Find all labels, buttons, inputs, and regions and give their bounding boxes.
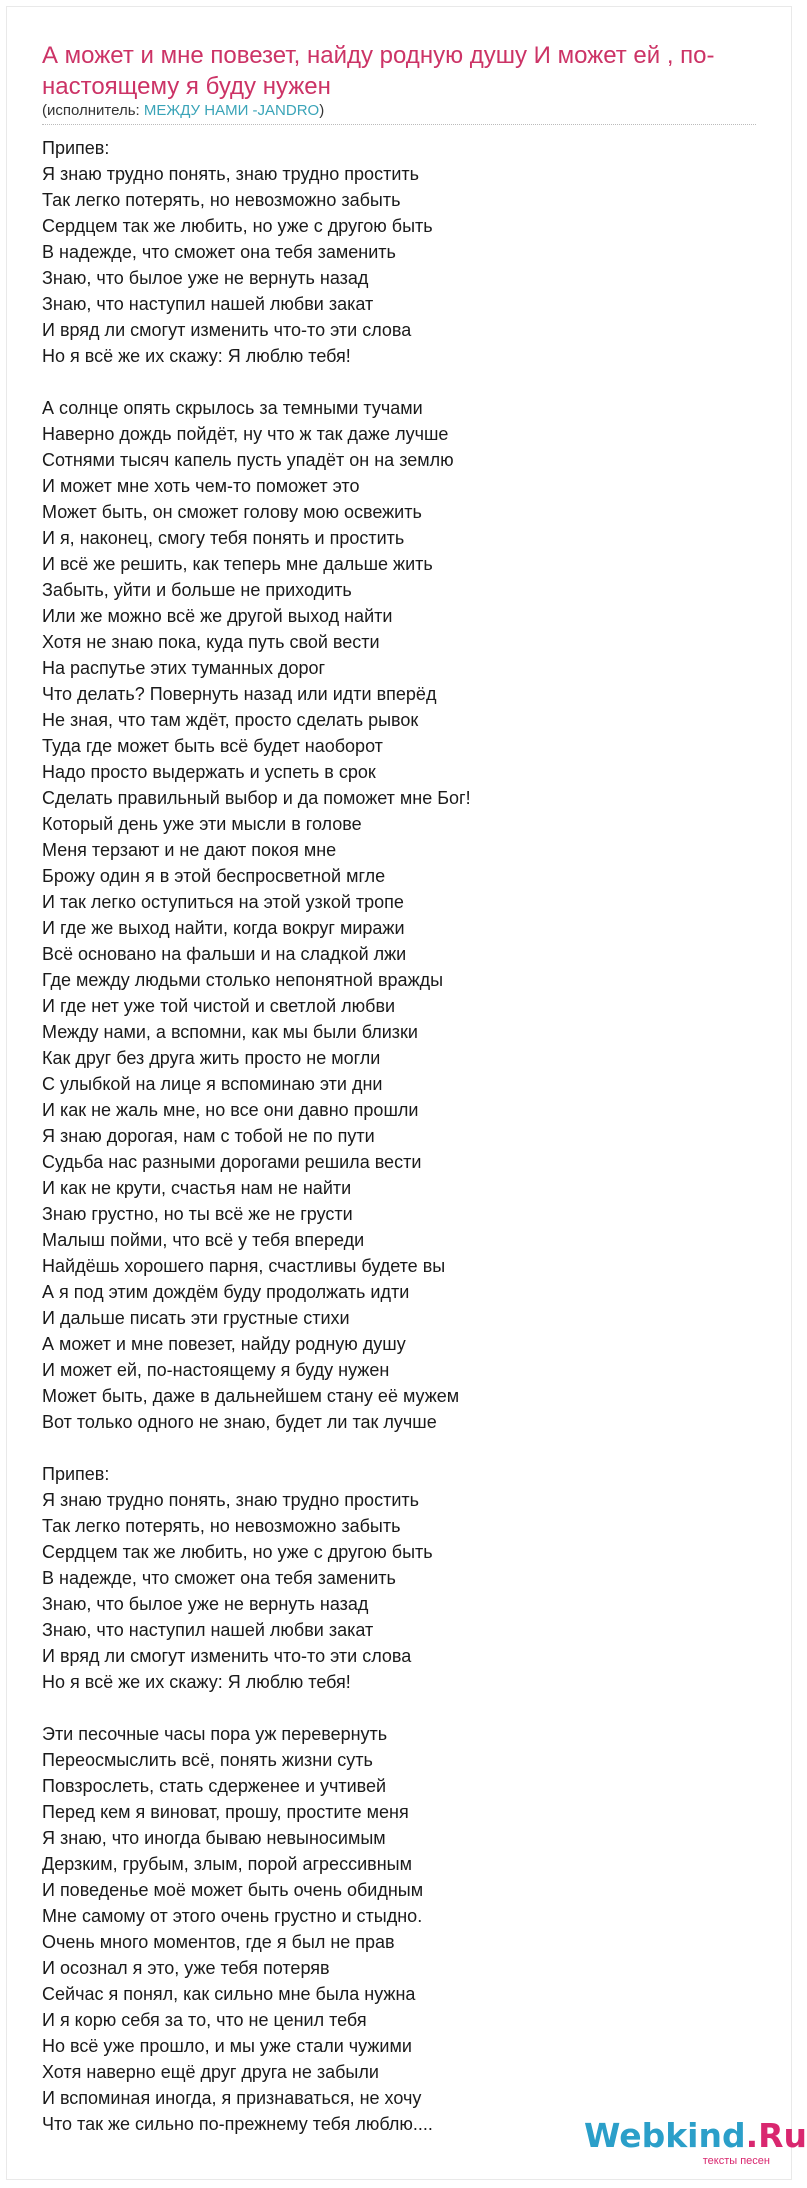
lyric-line: И так легко оступиться на этой узкой тропе <box>42 892 404 912</box>
lyric-line: Очень много моментов, где я был не прав <box>42 1932 395 1952</box>
lyric-line: Найдёшь хорошего парня, счастливы будете вы <box>42 1256 446 1276</box>
lyric-line: С улыбкой на лице я вспоминаю эти дни <box>42 1074 383 1094</box>
lyric-line: А я под этим дождём буду продолжать идти <box>42 1282 410 1302</box>
lyric-line: Переосмыслить всё, понять жизни суть <box>42 1750 373 1770</box>
lyric-line: Всё основано на фальши и на сладкой лжи <box>42 944 407 964</box>
artist-link[interactable]: МЕЖДУ НАМИ -JANDRO <box>143 102 320 119</box>
lyric-line: А солнце опять скрылось за темными тучами <box>42 398 423 418</box>
lyric-line: Надо просто выдержать и успеть в срок <box>42 762 376 782</box>
lyric-line: Или же можно всё же другой выход найти <box>42 606 393 626</box>
logo-tagline: тексты песен <box>702 2155 770 2167</box>
lyric-line: Знаю, что былое уже не вернуть назад <box>42 1594 369 1614</box>
lyric-line: Сотнями тысяч капель пусть упадёт он на землю <box>42 450 454 470</box>
header-divider <box>42 124 756 125</box>
lyric-line: А может и мне повезет, найду родную душу <box>42 1334 406 1354</box>
lyric-line: Не зная, что там ждёт, просто сделать рывок <box>42 710 419 730</box>
lyric-line: Но я всё же их скажу: Я люблю тебя! <box>42 1672 351 1692</box>
song-title: А может и мне повезет, найду родную душу И может ей , по-настоящему я буду нужен <box>42 42 715 100</box>
lyric-line: И я, наконец, смогу тебя понять и простить <box>42 528 405 548</box>
lyric-line: Может быть, даже в дальнейшем стану её мужем <box>42 1386 460 1406</box>
lyric-line: И осознал я это, уже тебя потеряв <box>42 1958 330 1978</box>
lyric-line: Знаю, что наступил нашей любви закат <box>42 1620 374 1640</box>
lyric-line: И дальше писать эти грустные стихи <box>42 1308 350 1328</box>
stanza-break <box>42 1695 762 1721</box>
lyric-line: Вот только одного не знаю, будет ли так лучше <box>42 1412 437 1432</box>
logo-wordmark <box>584 2116 807 2156</box>
lyric-line: Знаю, что былое уже не вернуть назад <box>42 268 369 288</box>
lyric-line: Знаю, что наступил нашей любви закат <box>42 294 374 314</box>
lyric-line: Я знаю трудно понять, знаю трудно простить <box>42 1490 419 1510</box>
lyric-line: И всё же решить, как теперь мне дальше жить <box>42 554 433 574</box>
lyric-line: В надежде, что сможет она тебя заменить <box>42 242 396 262</box>
lyric-line: Забыть, уйти и больше не приходить <box>42 580 352 600</box>
lyric-line: Малыш пойми, что всё у тебя впереди <box>42 1230 365 1250</box>
lyric-line: И вспоминая иногда, я признаваться, не хочу <box>42 2088 422 2108</box>
logo-tld: .Ru <box>745 2116 807 2155</box>
lyric-line: Хотя не знаю пока, куда путь свой вести <box>42 632 380 652</box>
lyric-line: Припев: <box>42 138 110 158</box>
lyric-line: И я корю себя за то, что не ценил тебя <box>42 2010 367 2030</box>
lyric-line: Сердцем так же любить, но уже с другою быть <box>42 216 433 236</box>
lyric-line: Как друг без друга жить просто не могли <box>42 1048 381 1068</box>
artist-prefix: (исполнитель: <box>42 102 144 119</box>
artist-suffix: ) <box>319 102 325 119</box>
lyric-line: И вряд ли смогут изменить что-то эти слова <box>42 1646 412 1666</box>
lyric-line: Сейчас я понял, как сильно мне была нужна <box>42 1984 416 2004</box>
lyric-line: Эти песочные часы пора уж перевернуть <box>42 1724 388 1744</box>
lyric-line: Дерзким, грубым, злым, порой агрессивным <box>42 1854 412 1874</box>
lyric-line: Хотя наверно ещё друг друга не забыли <box>42 2062 379 2082</box>
lyric-line: И поведенье моё может быть очень обидным <box>42 1880 424 1900</box>
lyric-line: И может ей, по-настоящему я буду нужен <box>42 1360 390 1380</box>
stanza-break <box>42 1435 762 1461</box>
artist-line <box>42 101 324 121</box>
lyric-line: И где же выход найти, когда вокруг миражи <box>42 918 405 938</box>
lyric-line: Сердцем так же любить, но уже с другою быть <box>42 1542 433 1562</box>
lyric-line: В надежде, что сможет она тебя заменить <box>42 1568 396 1588</box>
lyric-line: Припев: <box>42 1464 110 1484</box>
lyric-line: Где между людьми столько непонятной вражды <box>42 970 444 990</box>
lyric-line: Знаю грустно, но ты всё же не грусти <box>42 1204 353 1224</box>
lyric-line: Меня терзают и не дают покоя мне <box>42 840 337 860</box>
lyric-line: И где нет уже той чистой и светлой любви <box>42 996 396 1016</box>
logo-name: Webkind <box>584 2116 746 2155</box>
lyric-line: Так легко потерять, но невозможно забыть <box>42 190 401 210</box>
lyric-line: Между нами, а вспомни, как мы были близки <box>42 1022 418 1042</box>
lyric-line: Что делать? Повернуть назад или идти вперёд <box>42 684 437 704</box>
lyric-line: И как не крути, счастья нам не найти <box>42 1178 352 1198</box>
lyric-line: Перед кем я виноват, прошу, простите меня <box>42 1802 409 1822</box>
lyric-line: Я знаю дорогая, нам с тобой не по пути <box>42 1126 375 1146</box>
lyric-line: Судьба нас разными дорогами решила вести <box>42 1152 422 1172</box>
lyric-line: Мне самому от этого очень грустно и стыдно. <box>42 1906 423 1926</box>
lyric-line: Брожу один я в этой беспросветной мгле <box>42 866 386 886</box>
lyric-line: И как не жаль мне, но все они давно прошли <box>42 1100 419 1120</box>
lyric-line: Наверно дождь пойдёт, ну что ж так даже лучше <box>42 424 449 444</box>
lyric-line: Так легко потерять, но невозможно забыть <box>42 1516 401 1536</box>
lyric-line: И вряд ли смогут изменить что-то эти слова <box>42 320 412 340</box>
lyric-line: Туда где может быть всё будет наоборот <box>42 736 383 756</box>
lyric-line: Может быть, он сможет голову мою освежить <box>42 502 422 522</box>
lyric-line: Что так же сильно по-прежнему тебя люблю.... <box>42 2114 433 2134</box>
lyrics-body <box>42 135 762 2137</box>
lyric-line: Повзрослеть, стать сдерженее и учтивей <box>42 1776 387 1796</box>
site-logo[interactable] <box>584 2116 807 2172</box>
lyric-line: Который день уже эти мысли в голове <box>42 814 362 834</box>
stanza-break <box>42 369 762 395</box>
lyric-line: Я знаю трудно понять, знаю трудно простить <box>42 164 419 184</box>
lyric-line: Но всё уже прошло, и мы уже стали чужими <box>42 2036 412 2056</box>
lyric-line: Я знаю, что иногда бываю невыносимым <box>42 1828 386 1848</box>
lyric-line: Но я всё же их скажу: Я люблю тебя! <box>42 346 351 366</box>
lyric-line: Сделать правильный выбор и да поможет мне Бог! <box>42 788 471 808</box>
lyric-line: И может мне хоть чем-то поможет это <box>42 476 360 496</box>
lyric-line: На распутье этих туманных дорог <box>42 658 326 678</box>
